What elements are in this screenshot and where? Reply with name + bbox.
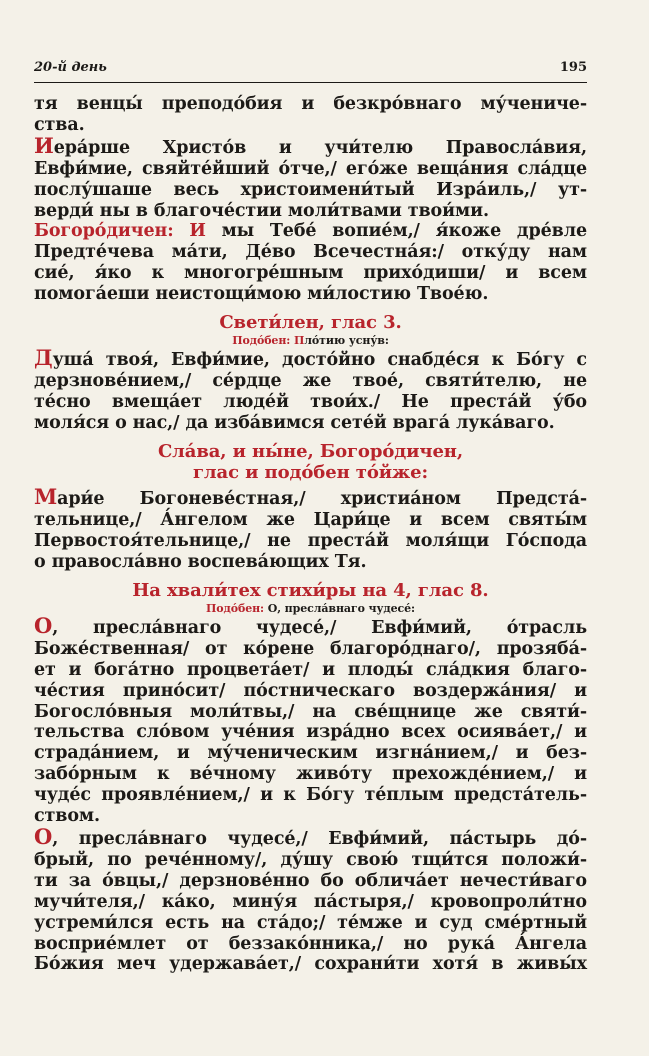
- text-line: [34, 132, 587, 159]
- text-line: ти за о́вцы,/ дерзнове́нно бо облича́ет нечести́ваго: [34, 870, 587, 891]
- text-line-rest: уша́ твоя́, Евфи́мие, досто́йно снабде́ся к Бо́гу с: [52, 349, 587, 370]
- page-number: 195: [559, 60, 587, 75]
- initial-letter: М: [34, 484, 58, 510]
- text-line: [34, 344, 587, 371]
- text-line: мучи́теля,/ ка́ко, мину́я па́стыря,/ кровопроли́тно: [34, 891, 587, 912]
- text-line: тя венцы́ преподо́бия и безкро́внаго му́чениче-: [34, 94, 587, 114]
- text-line: [34, 484, 587, 510]
- text-line-rest: ари́е Богоневе́стная,/ христиа́ном Предста́-: [57, 489, 587, 510]
- text-line: устреми́лся есть на ста́до;/ те́мже и суд сме́ртный: [34, 912, 587, 933]
- text-line: брый, по рече́нному/, ду́шу свою́ тщи́тся положи́-: [34, 849, 587, 870]
- text-line: Первостоя́тельнице,/ не преста́й моля́щи Го́спода: [34, 531, 587, 552]
- text-line-rest: , пресла́внаго чудесе́,/ Евфи́мий, о́трасль: [52, 617, 587, 638]
- text-line: тельнице,/ А́нгелом же Цари́це и всем святы́м: [34, 510, 587, 531]
- text-line: Боже́ственная/ от ко́рене благоро́днаго/, прозябá-: [34, 638, 587, 659]
- text-line: послу́шаше весь христоимени́тый Изра́иль,/ ут-: [34, 179, 587, 200]
- podoben-text: О, пресла́внаго чудесе́:: [264, 601, 416, 615]
- text-line: [34, 221, 587, 242]
- text-line: помога́еши неистощи́мою ми́лостию Твое́ю.: [34, 284, 489, 305]
- text-line: Евфи́мие, свяйте́йший о́тче,/ его́же веща́ния сла́дце: [34, 158, 587, 179]
- text-line: страда́нием, и му́ченическим изгна́нием,/ и без-: [34, 743, 587, 764]
- text-line: те́сно вмеща́ет люде́й твои́х./ Не преста́й у́бо: [34, 391, 587, 412]
- running-head: [34, 60, 587, 75]
- podoben-line: [34, 334, 587, 348]
- text-line-rest: , пресла́внаго чудесе́,/ Евфи́мий, па́стырь до́-: [52, 829, 587, 849]
- text-line: о правосла́вно воспева́ющих Тя.: [34, 552, 367, 573]
- text-line-rest: мы Тебе́ вопие́м,/ я́коже дре́вле: [205, 221, 587, 242]
- initial-letter: О: [34, 824, 53, 849]
- text-line: дерзнове́нием,/ се́рдце же твое́, святи́телю, не: [34, 370, 587, 391]
- initial-letter: И: [34, 132, 54, 158]
- text-line: чуде́с проявле́нием,/ и к Бо́гу те́плым предста́тель-: [34, 785, 587, 806]
- text-line: тельства сло́вом уче́ния изра́дно всех осиява́ет,/ и: [34, 722, 587, 743]
- text-line-rest: ера́рше Христо́в и учи́телю Правосла́вия,: [53, 137, 587, 158]
- text-line: моля́ся о нас,/ да изба́вимся сете́й врага́ лука́ваго.: [34, 412, 555, 433]
- text-line: забо́рным к ве́чному живо́ту прехожде́нием,/ и: [34, 764, 587, 785]
- text-line: че́стия прино́сит/ по́стническаго воздержа́ния/ и: [34, 680, 587, 701]
- section-heading: глас и подо́бен то́йже:: [193, 461, 428, 483]
- podoben-text: ло́тию усну́в:: [304, 333, 389, 347]
- text-line: ством.: [34, 806, 101, 827]
- text-line: ет и бога́тно процвета́ет/ и плоды́ сла́дкия благо-: [34, 659, 587, 680]
- section-title: 20-й день: [34, 60, 107, 75]
- initial-letter: О: [34, 612, 53, 638]
- header-rule: [34, 82, 587, 83]
- podoben-line: [34, 602, 587, 616]
- text-line: [34, 612, 587, 639]
- podoben-label: Подо́бен: П: [232, 333, 305, 347]
- text-line: восприе́млет от беззако́нника,/ но рука́ А́нгела: [34, 933, 587, 954]
- initial-letter: Д: [34, 344, 53, 370]
- text-line: ства.: [34, 114, 85, 135]
- text-line: Предте́чева ма́ти, Де́во Всечестна́я:/ отку́ду нам: [34, 242, 587, 263]
- text-line: Богосло́вныя моли́твы,/ на све́щнице же святи́-: [34, 701, 587, 722]
- text-line: Бо́жия меч удержава́ет,/ сохрани́ти хотя́ в живы́х: [34, 954, 587, 975]
- section-heading: Сла́ва, и ны́не, Богоро́дичен,: [157, 440, 464, 462]
- section-heading: Свети́лен, глас 3.: [219, 312, 402, 334]
- text-line: верди́ ны в благоче́стии моли́твами твои́ми.: [34, 200, 489, 221]
- podoben-label: Подо́бен:: [205, 601, 265, 615]
- text-line: [34, 824, 587, 850]
- section-heading: На хвали́тех стихи́ры на 4, глас 8.: [132, 580, 489, 602]
- theotokion-label: Богоро́дичен: И: [34, 221, 206, 242]
- body-text: [34, 94, 587, 975]
- text-line: сие́, я́ко к многогре́шным прихо́диши/ и всем: [34, 263, 587, 284]
